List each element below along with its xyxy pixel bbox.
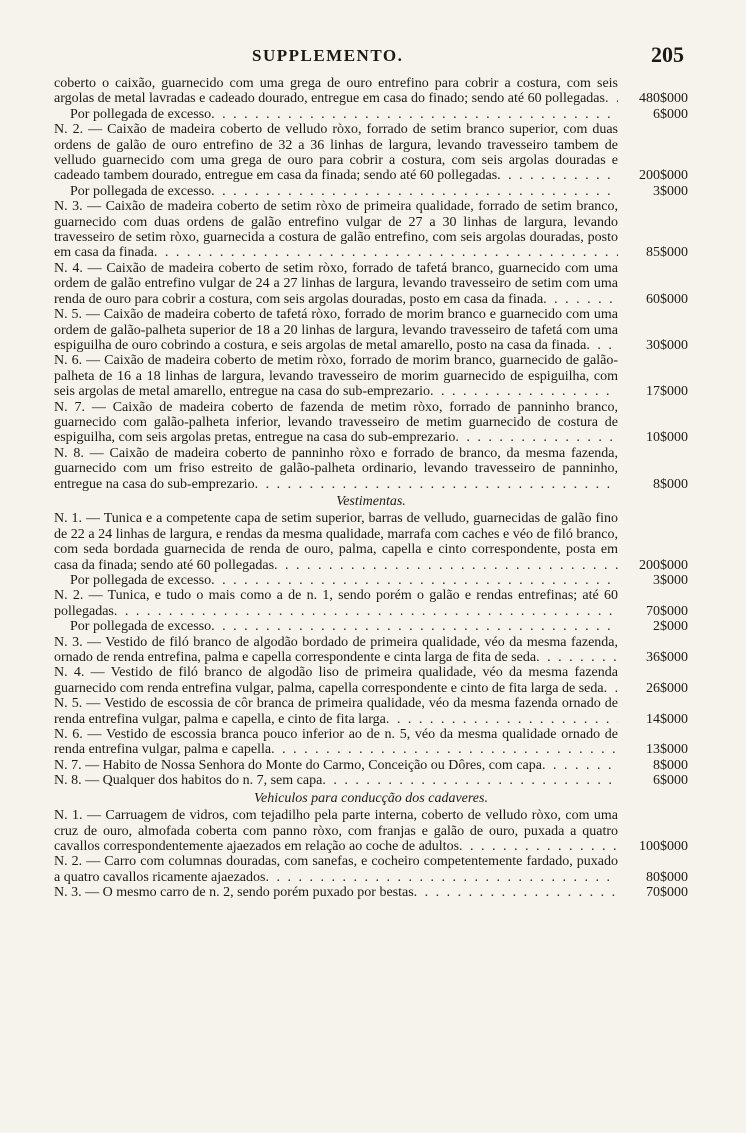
- vehicle-entry: N. 3. — O mesmo carro de n. 2, sendo porém puxado por bestas . . . 70$000: [54, 885, 688, 900]
- running-head: SUPPLEMENTO.: [252, 46, 404, 65]
- coffin-entry: N. 3. — Caixão de madeira coberto de setim ròxo de primeira qualidade, forrado de setim branco, guarnecido com duas ordens de galão entrefino vulgar de 27 a 30 linhas de largura, levando travesseiro de setim ròxo, guarnecida a costura de galão entrefino, com seis argolas douradas, posto em casa da finada . . . 85$000: [54, 199, 688, 261]
- garment-entry: N. 8. — Qualquer dos habitos do n. 7, sem capa . . . 6$000: [54, 773, 688, 788]
- page-number: 205: [651, 42, 684, 67]
- item-price: 70$000: [646, 603, 688, 619]
- coffin-entry: N. 2. — Caixão de madeira coberto de velludo ròxo, forrado de setim branco superior, com duas ordens de galão de ouro entrefino de 32 a 36 linhas de largura, levando travesseiro tambem de velludo guarnecido com uma grega de ouro para cobrir a costura, com seis argolas douradas e cadeado tambem dourado, entregue em casa da finada; sendo até 60 pollegadas . . . 200$000: [54, 122, 688, 184]
- coffin-entry-continued: [54, 107, 688, 122]
- item-description: Por pollegada de excesso: [70, 619, 212, 635]
- item-number: N. 2.: [54, 854, 83, 870]
- item-price: 17$000: [646, 384, 688, 400]
- item-price: 36$000: [646, 650, 688, 666]
- item-number: N. 4.: [54, 665, 85, 681]
- vehicle-entry: N. 1. — Carruagem de vidros, com tejadilho pela parte interna, coberto de velludo ròxo, com uma cruz de ouro, almofada coberta com panno ròxo, com franjas e galão de ouro, puxada a quatro cavallos correspondentemente ajaezados em relação ao coche de adultos . . . 100$000: [54, 808, 688, 854]
- item-number: N. 8.: [54, 445, 84, 461]
- item-number: N. 4.: [54, 260, 83, 276]
- item-number: N. 6.: [54, 353, 83, 369]
- item-price: 8$000: [653, 476, 688, 492]
- item-description: Por pollegada de excesso: [70, 183, 212, 199]
- coffin-entry: N. 6. — Caixão de madeira coberto de metim ròxo, forrado de morim branco, guarnecido de galão-palheta de 16 a 18 linhas de largura, levando travesseiro de morim guarnecido de espiguilha, com seis argolas de metal amarello, entregue na casa do sub-emprezario . . . 17$000: [54, 353, 688, 399]
- garment-entry: [54, 619, 688, 634]
- item-price: 6$000: [653, 106, 688, 122]
- item-description: Por pollegada de excesso: [70, 106, 212, 122]
- item-description: Tunica, e tudo o mais como a de n. 1, sendo porém o galão e rendas entrefinas; até 60 pollegadas: [54, 588, 618, 619]
- item-price: 13$000: [646, 742, 688, 758]
- item-number: N. 7.: [54, 757, 82, 773]
- item-price: 30$000: [646, 337, 688, 353]
- item-price: 2$000: [653, 619, 688, 635]
- item-number: N. 1.: [54, 511, 83, 527]
- section-title-vehiculos: Vehiculos para conducção dos cadaveres.: [254, 790, 488, 806]
- page-body: [54, 76, 688, 901]
- item-price: 26$000: [646, 680, 688, 696]
- item-price: 85$000: [646, 245, 688, 261]
- item-description: Caixão de madeira coberto de metim ròxo, forrado de morim branco, guarnecido de galão-palheta de 16 a 18 linhas de largura, levando travesseiro de morim guarnecido de espiguilha, com seis argolas de metal amarello, entregue na casa do sub-emprezario: [54, 353, 618, 400]
- item-number: N. 3.: [54, 634, 83, 650]
- item-description: Carro com columnas douradas, com sanefas, e cocheiro competentemente fardado, puxado a quatro cavallos ricamente ajaezados: [54, 854, 618, 885]
- page-header: [0, 42, 746, 68]
- item-description: Caixão de madeira coberto de tafetá ròxo, forrado de morim branco e guarnecido com uma ordem de galão-palheta superior de 18 a 20 linhas de largura, levando travesseiro de tafetá com uma espiguilha de ouro cobrindo a costura, e seis argolas de metal amarello, posto na casa da finada: [54, 307, 618, 353]
- item-price: 10$000: [646, 430, 688, 446]
- item-price: 14$000: [646, 711, 688, 727]
- garment-entry: N. 3. — Vestido de filó branco de algodão bordado de primeira qualidade, véo da mesma fazenda, ornado de renda entrefina, palma e capella correspondente e cinta larga de fita de seda . . . 36$000: [54, 635, 688, 666]
- item-description: Caixão de madeira coberto de fazenda de metim ròxo, forrado de panninho branco, guarnecido com galão-palheta inferior, levando travesseiro de metim guarnecido de costura de espiguilha, com seis argolas pretas, entregue na casa do sub-emprezario: [54, 399, 618, 446]
- item-number: N. 3.: [54, 199, 83, 215]
- item-description: Tunica e a competente capa de setim superior, barras de velludo, guarnecidas de galão fino de 22 a 24 linhas de largura, e rendas da mesma qualidade, marrafa com caches e véo de filó branco, com seda bordada guarnecida de renda de ouro, palma, capella e cinto correspondente, posta em casa da finada; sendo até 60 pollegadas: [54, 511, 618, 573]
- garment-entry: N. 6. — Vestido de escossia branca pouco inferior ao de n. 5, véo da mesma qualidade ornado de renda entrefina vulgar, palma e capella . . . 13$000: [54, 727, 688, 758]
- item-description: Por pollegada de excesso: [70, 573, 212, 588]
- item-price: 200$000: [639, 168, 688, 184]
- item-description: Habito de Nossa Senhora do Monte do Carmo, Conceição ou Dôres, com capa: [102, 757, 542, 773]
- item-price: 70$000: [646, 885, 688, 901]
- item-description: Qualquer dos habitos do n. 7, sem capa: [102, 773, 323, 789]
- section-title-vestimentas: Vestimentas.: [336, 493, 406, 509]
- garment-entry: N. 4. — Vestido de filó branco de algodão liso de primeira qualidade, véo da mesma fazenda guarnecido com renda entrefina vulgar, palma, capella correspondente e cinto de fita larga de seda . . . 26$000: [54, 665, 688, 696]
- garment-entry: [54, 573, 688, 588]
- coffin-entry: N. 5. — Caixão de madeira coberto de tafetá ròxo, forrado de morim branco e guarnecido com uma ordem de galão-palheta superior de 18 a 20 linhas de largura, levando travesseiro de tafetá com uma espiguilha de ouro cobrindo a costura, e seis argolas de metal amarello, posto na casa da finada . . . 30$000: [54, 307, 688, 353]
- item-price: 60$000: [646, 291, 688, 307]
- item-description: Caixão de madeira coberto de panninho ròxo e forrado de branco, da mesma fazenda, guarnecido com um friso estreito de galão-palheta ordinario, levando travesseiro de panninho, entregue na casa do sub-emprezario: [54, 445, 618, 492]
- garment-entry: N. 7. — Habito de Nossa Senhora do Monte do Carmo, Conceição ou Dôres, com capa . . . 8$000: [54, 758, 688, 773]
- garment-entry: N. 1. — Tunica e a competente capa de setim superior, barras de velludo, guarnecidas de galão fino de 22 a 24 linhas de largura, e rendas da mesma qualidade, marrafa com caches e véo de filó branco, com seda bordada guarnecida de renda de ouro, palma, capella e cinto correspondente, posta em casa da finada; sendo até 60 pollegadas . . . 200$000: [54, 511, 688, 573]
- item-description: Vestido de escossia de côr branca de primeira qualidade, véo da mesma fazenda ornado de renda entrefina vulgar, palma e capella, e cinto de fita larga: [54, 696, 618, 727]
- item-number: N. 3.: [54, 885, 82, 901]
- item-price: 100$000: [639, 838, 688, 854]
- coffin-entry: [54, 184, 688, 199]
- item-description: Vestido de filó branco de algodão bordado de primeira qualidade, véo da mesma fazenda, ornado de renda entrefina, palma e capella correspondente e cinta larga de fita de seda: [54, 634, 618, 666]
- item-number: N. 2.: [54, 122, 84, 138]
- item-number: N. 5.: [54, 696, 83, 712]
- item-price: 80$000: [646, 869, 688, 885]
- item-number: N. 2.: [54, 588, 84, 604]
- garment-entry: N. 5. — Vestido de escossia de côr branca de primeira qualidade, véo da mesma fazenda ornado de renda entrefina vulgar, palma e capella, e cinto de fita larga . . . 14$000: [54, 696, 688, 727]
- item-description: Caixão de madeira coberto de velludo ròxo, forrado de setim branco superior, com duas ordens de galão de ouro entrefino de 32 a 36 linhas de largura, levando travesseiro tambem de velludo guarnecido com uma grega de ouro para cobrir a costura, com seis argolas douradas e cadeado tambem dourado, entregue em casa da finada; sendo até 60 pollegadas: [54, 122, 618, 184]
- item-description: Carruagem de vidros, com tejadilho pela parte interna, coberto de velludo ròxo, com uma cruz de ouro, almofada coberta com panno ròxo, com franjas e galão de ouro, puxada a quatro cavallos correspondentemente ajaezados em relação ao coche de adultos: [54, 808, 618, 854]
- item-number: N. 1.: [54, 808, 83, 824]
- item-description: Vestido de filó branco de algodão liso de primeira qualidade, véo da mesma fazenda guarnecido com renda entrefina vulgar, palma, capella correspondente e cinto de fita larga de seda: [54, 665, 618, 696]
- item-price: 480$000: [639, 91, 688, 107]
- item-description: Vestido de escossia branca pouco inferior ao de n. 5, véo da mesma qualidade ornado de renda entrefina vulgar, palma e capella: [54, 727, 618, 758]
- item-description: O mesmo carro de n. 2, sendo porém puxado por bestas: [102, 885, 414, 901]
- item-price: 200$000: [639, 557, 688, 573]
- coffin-entry: N. 4. — Caixão de madeira coberto de setim ròxo, forrado de tafetá branco, guarnecido com uma ordem de galão entrefino vulgar de 24 a 27 linhas de largura, levando travesseiro de setim com uma renda de ouro para cobrir a costura, com seis argolas douradas, posto em casa da finada . . . 60$000: [54, 261, 688, 307]
- item-number: N. 7.: [54, 399, 85, 415]
- coffin-entry-continued: [54, 76, 688, 107]
- item-number: N. 6.: [54, 727, 83, 743]
- item-price: 6$000: [653, 773, 688, 789]
- item-number: N. 8.: [54, 773, 82, 789]
- item-price: 3$000: [653, 573, 688, 588]
- item-description: Caixão de madeira coberto de setim ròxo, forrado de tafetá branco, guarnecido com uma ordem de galão entrefino vulgar de 24 a 27 linhas de largura, levando travesseiro de setim com uma renda de ouro para cobrir a costura, com seis argolas douradas, posto em casa da finada: [54, 260, 618, 307]
- item-description: Caixão de madeira coberto de setim ròxo de primeira qualidade, forrado de setim branco, guarnecido com duas ordens de galão entrefino vulgar de 27 a 30 linhas de largura, levando travesseiro de setim ròxo, guarnecida a costura de galão entrefino, com seis argolas douradas, posto em casa da finada: [54, 199, 618, 261]
- item-price: 8$000: [653, 757, 688, 773]
- garment-entry: N. 2. — Tunica, e tudo o mais como a de n. 1, sendo porém o galão e rendas entrefinas; até 60 pollegadas . . . 70$000: [54, 588, 688, 619]
- coffin-entry: N. 7. — Caixão de madeira coberto de fazenda de metim ròxo, forrado de panninho branco, guarnecido com galão-palheta inferior, levando travesseiro de metim guarnecido de costura de espiguilha, com seis argolas pretas, entregue na casa do sub-emprezario . . . 10$000: [54, 400, 688, 446]
- coffin-entry: N. 8. — Caixão de madeira coberto de panninho ròxo e forrado de branco, da mesma fazenda, guarnecido com um friso estreito de galão-palheta ordinario, levando travesseiro de panninho, entregue na casa do sub-emprezario . . . 8$000: [54, 446, 688, 492]
- item-number: N. 5.: [54, 307, 82, 323]
- item-description: coberto o caixão, guarnecido com uma grega de ouro entrefino para cobrir a costura, com seis argolas de metal lavradas e cadeado dourado, entregue em casa do finado; sendo até 60 pollegadas: [54, 76, 618, 107]
- vehicle-entry: N. 2. — Carro com columnas douradas, com sanefas, e cocheiro competentemente fardado, puxado a quatro cavallos ricamente ajaezados . . . 80$000: [54, 854, 688, 885]
- item-price: 3$000: [653, 183, 688, 199]
